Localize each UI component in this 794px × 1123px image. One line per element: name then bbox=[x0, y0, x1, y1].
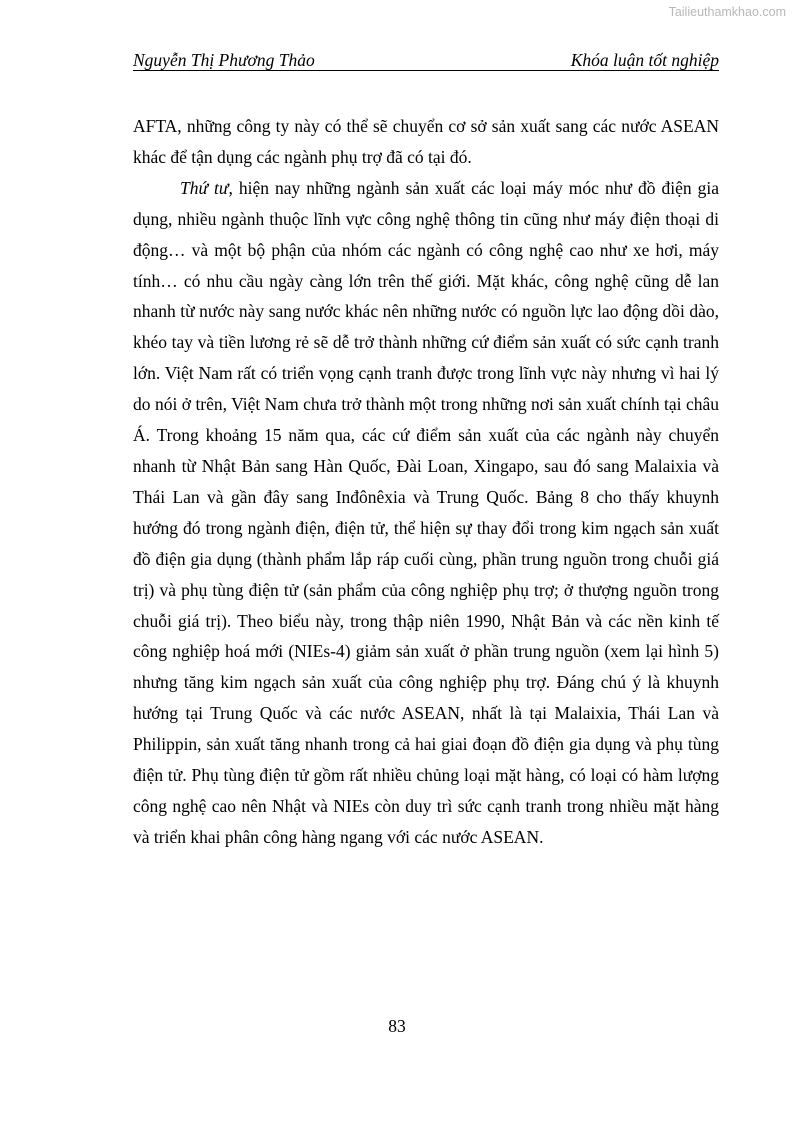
header-title: Khóa luận tốt nghiệp bbox=[570, 50, 719, 70]
paragraph-1: AFTA, những công ty này có thể sẽ chuyển cơ sở sản xuất sang các nước ASEAN khác để tận dụng các ngành phụ trợ đã có tại đó. bbox=[133, 116, 719, 167]
page-header bbox=[133, 49, 719, 71]
header-author: Nguyễn Thị Phương Thảo bbox=[133, 50, 315, 70]
paragraph-2 bbox=[133, 173, 719, 853]
paragraph-2-body: hiện nay những ngành sản xuất các loại máy móc như đồ điện gia dụng, nhiều ngành thuộc lĩnh vực công nghệ thông tin cũng như máy điện thoại di động… và một bộ phận của nhóm các ngành có công nghệ cao như xe hơi, máy tính… có nhu cầu ngày càng lớn trên thế giới. Mặt khác, công nghệ cũng dễ lan nhanh từ nước này sang nước khác nên những nước có nguồn lực lao động dồi dào, khéo tay và tiền lương rẻ sẽ dễ trở thành những cứ điểm sản xuất có sức cạnh tranh lớn. Việt Nam rất có triển vọng cạnh tranh được trong lĩnh vực này nhưng vì hai lý do nói ở trên, Việt Nam chưa trở thành một trong những nơi sản xuất chính tại châu Á. Trong khoảng 15 năm qua, các cứ điểm sản xuất của các ngành này chuyển nhanh từ Nhật Bản sang Hàn Quốc, Đài Loan, Xingapo, sau đó sang Malaixia và Thái Lan và gần đây sang Inđônêxia và Trung Quốc. Bảng 8 cho thấy khuynh hướng đó trong ngành điện, điện tử, thể hiện sự thay đổi trong kim ngạch sản xuất đồ điện gia dụng (thành phẩm lắp ráp cuối cùng, phần trung nguồn trong chuỗi giá trị) và phụ tùng điện tử (sản phẩm của công nghiệp phụ trợ; ở thượng nguồn trong chuỗi giá trị). Theo biểu này, trong thập niên 1990, Nhật Bản và các nền kinh tế công nghiệp hoá mới (NIEs-4) giảm sản xuất ở phần trung nguồn (xem lại hình 5) nhưng tăng kim ngạch sản xuất của công nghiệp phụ trợ. Đáng chú ý là khuynh hướng tại Trung Quốc và các nước ASEAN, nhất là tại Malaixia, Thái Lan và Philippin, sản xuất tăng nhanh trong cả hai giai đoạn đồ điện gia dụng và phụ tùng điện tử. Phụ tùng điện tử gồm rất nhiều chủng loại mặt hàng, có loại có hàm lượng công nghệ cao nên Nhật và NIEs còn duy trì sức cạnh tranh trong nhiều mặt hàng và triển khai phân công hàng ngang với các nước ASEAN. bbox=[133, 177, 719, 847]
page-number: 83 bbox=[388, 1016, 406, 1036]
paragraph-2-lead: Thứ tư, bbox=[180, 177, 233, 198]
watermark-text: Tailieuthamkhao.com bbox=[668, 5, 786, 19]
document-body bbox=[133, 111, 719, 853]
